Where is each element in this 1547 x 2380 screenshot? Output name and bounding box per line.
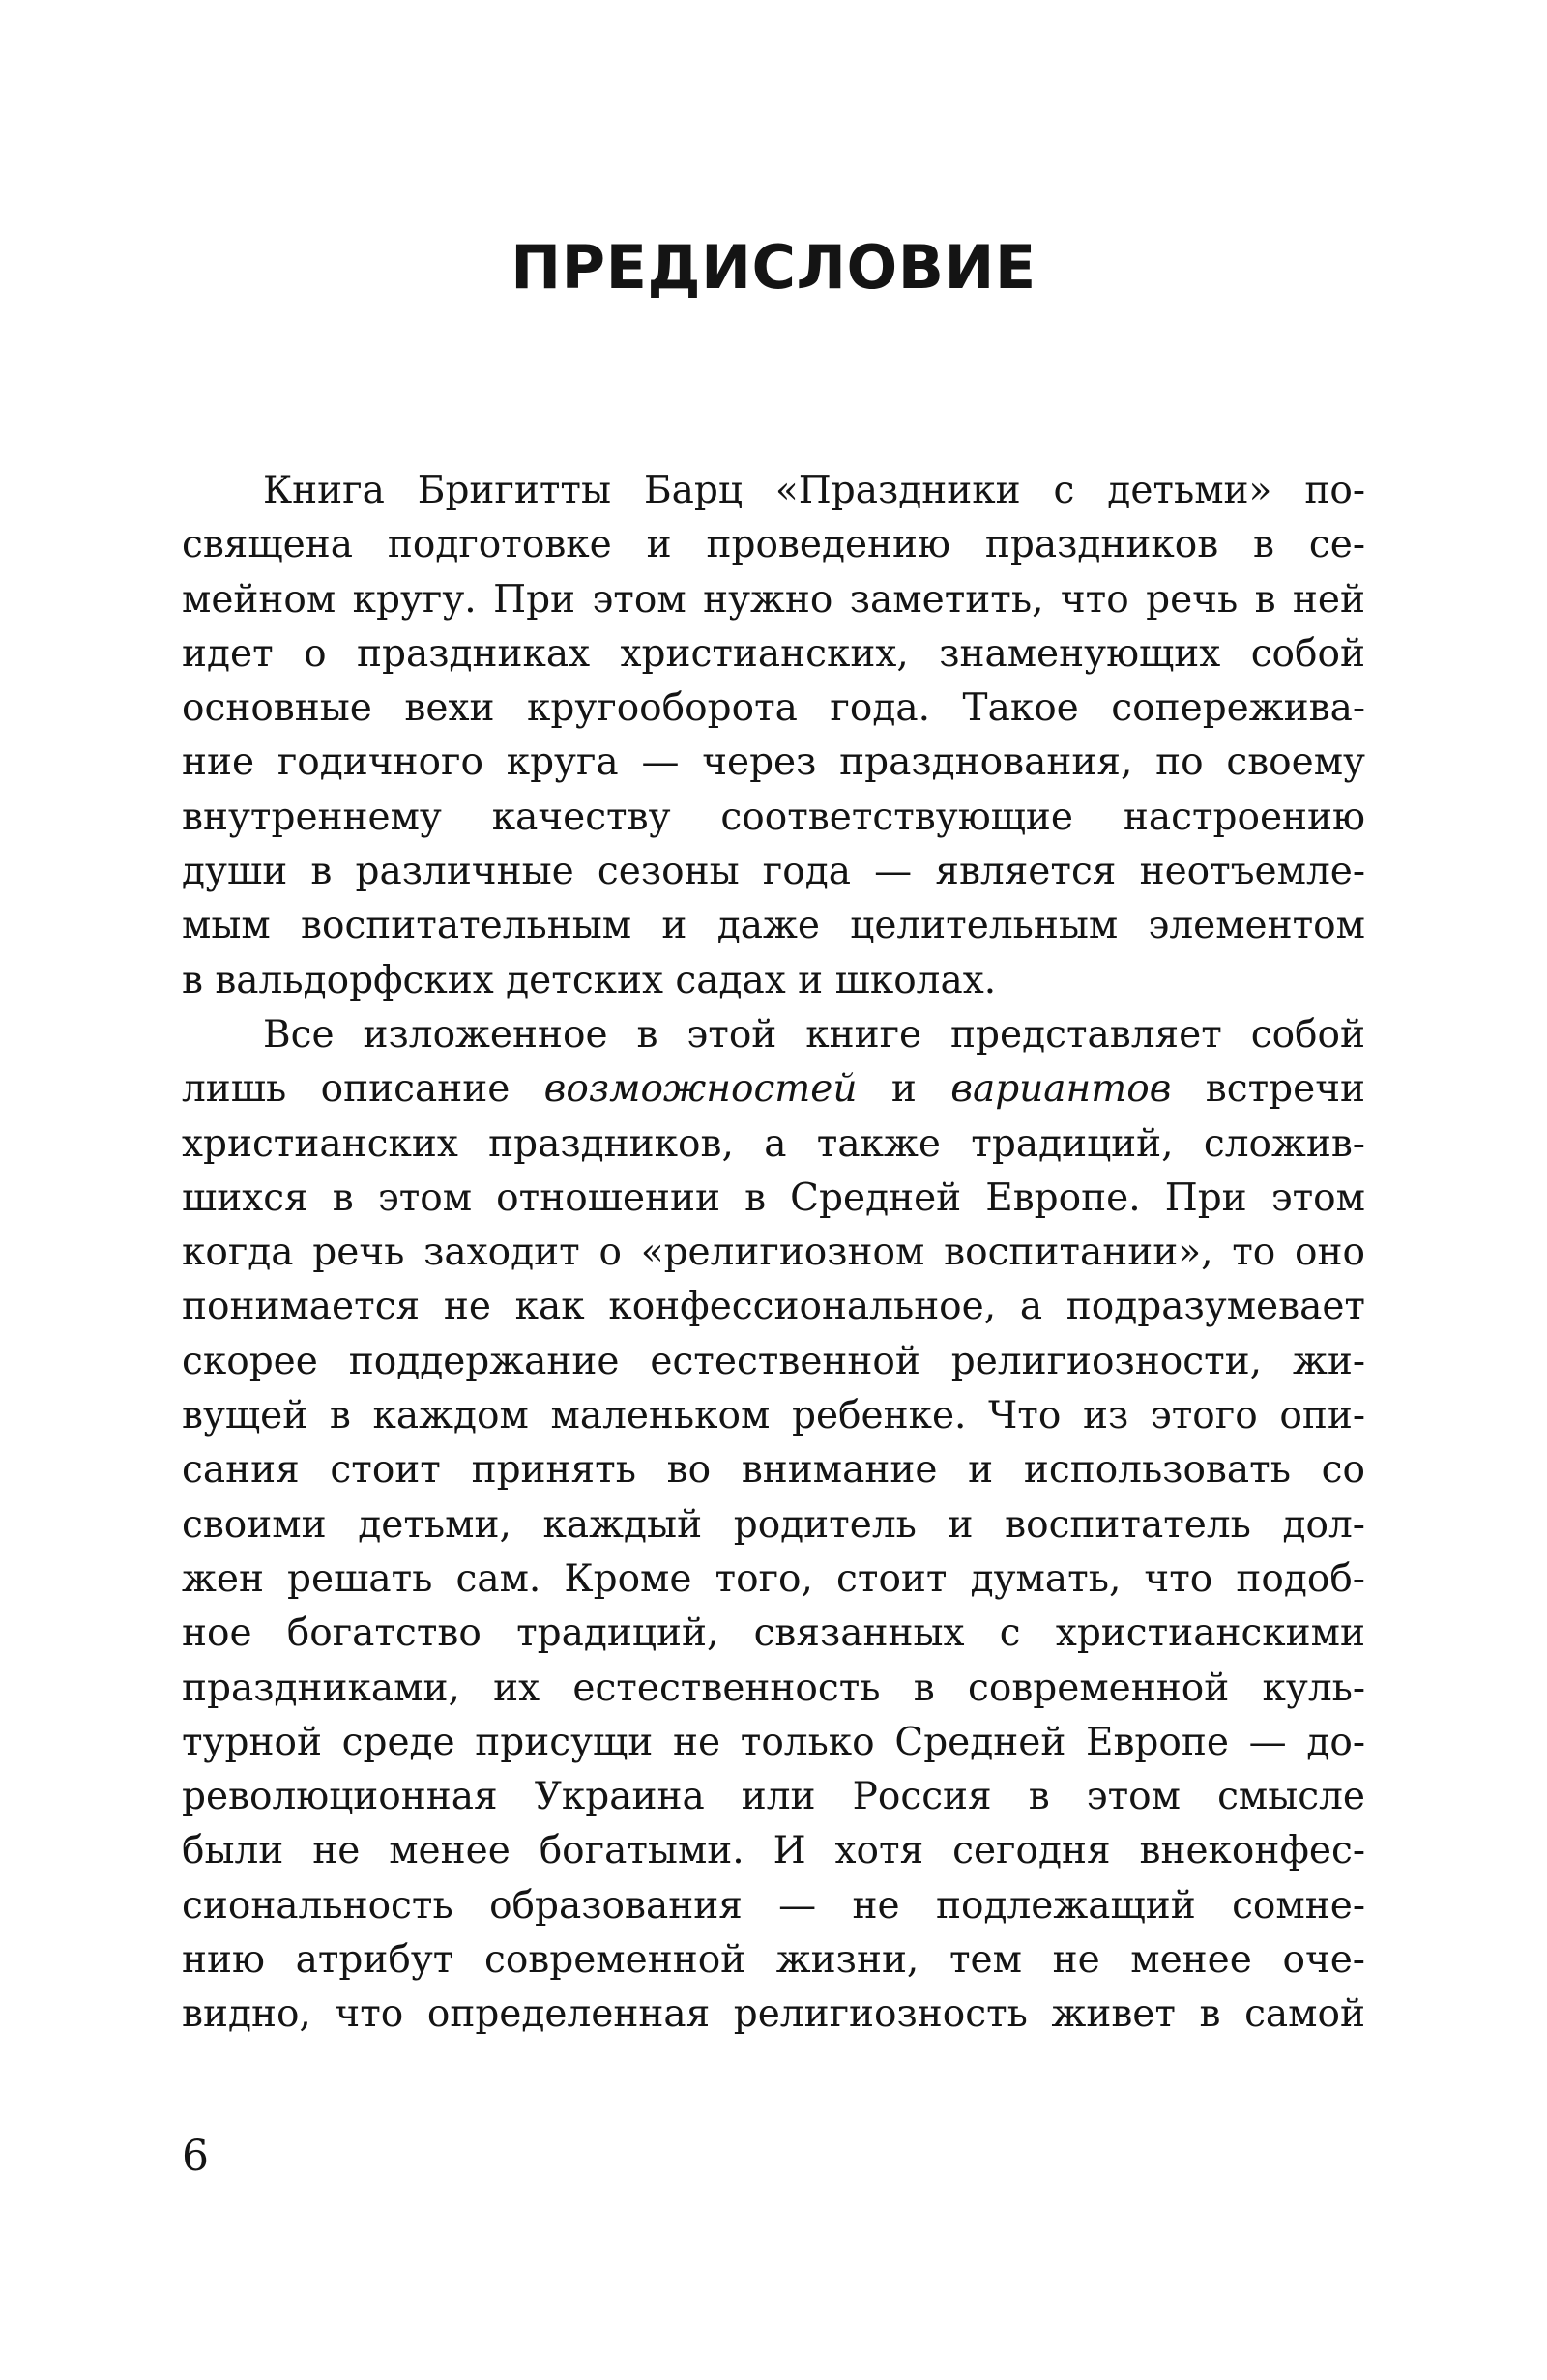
text-line: души в различные сезоны года — является неотъемле- (182, 850, 1365, 894)
text-line: ние годичного круга — через празднования, по своему (182, 740, 1365, 785)
text-line: праздниками, их естественность в современной куль- (182, 1666, 1365, 1710)
text-line: шихся в этом отношении в Средней Европе. При этом (182, 1175, 1365, 1220)
paragraph-2 (182, 1008, 1365, 2043)
text-line: христианских праздников, а также традиций, сложив- (182, 1121, 1365, 1166)
text-line: когда речь заходит о «религиозном воспитании», то оно (182, 1231, 1365, 1275)
text-line: священа подготовке и проведению праздников в се- (182, 523, 1365, 567)
text-line: были не менее богатыми. И хотя сегодня внеконфес- (182, 1829, 1365, 1873)
text-line: Все изложенное в этой книге представляет собой (263, 1012, 1365, 1057)
text-line: вущей в каждом маленьком ребенке. Что из этого опи- (182, 1394, 1365, 1438)
text-line: турной среде присущи не только Средней Европе — до- (182, 1720, 1365, 1764)
text-line: видно, что определенная религиозность живет в самой (182, 1992, 1365, 2037)
text-segment: лишь описание (182, 1067, 544, 1112)
chapter-title: ПРЕДИСЛОВИЕ (511, 232, 1036, 303)
text-line: мейном кругу. При этом нужно заметить, что речь в ней (182, 577, 1365, 622)
text-line: мым воспитательным и даже целительным элементом (182, 904, 1365, 948)
page-number: 6 (182, 2132, 209, 2181)
text-line: идет о праздниках христианских, знаменующих собой (182, 631, 1365, 676)
text-line: скорее поддержание естественной религиозности, жи- (182, 1339, 1365, 1383)
emphasis-variants: вариантов (950, 1067, 1172, 1112)
text-line: своими детьми, каждый родитель и воспитатель дол- (182, 1502, 1365, 1547)
text-segment: встречи (1171, 1067, 1365, 1112)
text-line: нию атрибут современной жизни, тем не менее оче- (182, 1938, 1365, 1983)
text-line: сиональность образования — не подлежащий сомне- (182, 1883, 1365, 1928)
text-line: сания стоит принять во внимание и использовать со (182, 1448, 1365, 1493)
text-line: понимается не как конфессиональное, а подразумевает (182, 1285, 1365, 1329)
text-segment: и (857, 1067, 951, 1112)
body-text (182, 464, 1365, 2043)
text-line: основные вехи кругооборота года. Такое сопережива- (182, 686, 1365, 731)
emphasis-possibilities: возможностей (543, 1067, 858, 1112)
paragraph-1 (182, 464, 1365, 1008)
text-line: внутреннему качеству соответствующие настроению (182, 795, 1365, 839)
text-line: жен решать сам. Кроме того, стоит думать, что подоб- (182, 1556, 1365, 1601)
text-line: в вальдорфских детских садах и школах. (182, 958, 997, 1002)
text-line-with-emphasis (182, 1062, 1365, 1117)
text-line: Книга Бригитты Барц «Праздники с детьми» по- (263, 469, 1365, 512)
text-line: революционная Украина или Россия в этом смысле (182, 1775, 1365, 1819)
text-line: ное богатство традиций, связанных с христианскими (182, 1611, 1365, 1656)
